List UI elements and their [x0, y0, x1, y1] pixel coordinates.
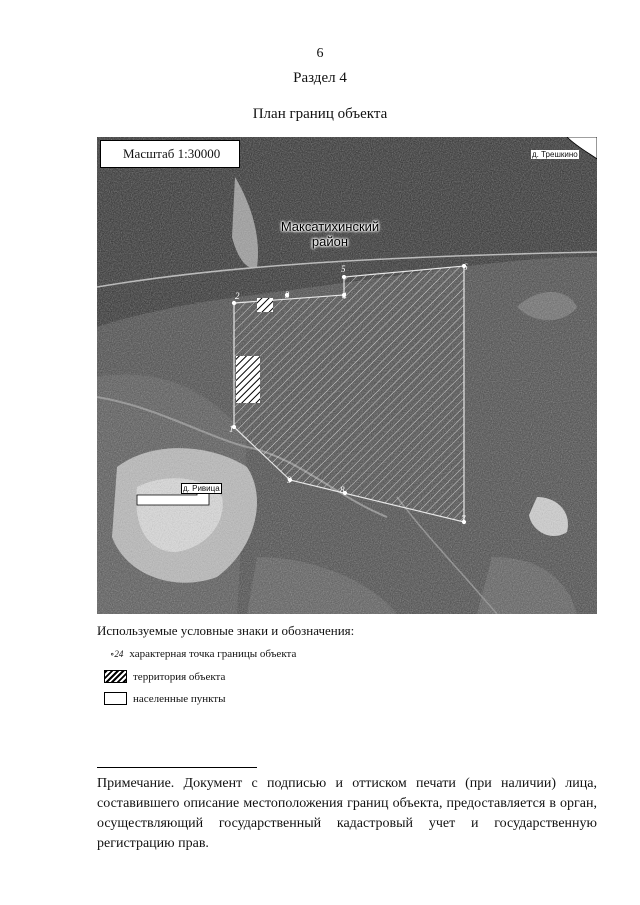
legend-point-symbol: 24 [114, 648, 124, 659]
point-label: 9 [287, 475, 292, 485]
point-label: 7 [461, 514, 466, 524]
section-title: Раздел 4 [293, 70, 347, 86]
page-number: 6 [316, 46, 324, 61]
boundary-point-icon: ∘24 [110, 648, 124, 659]
legend-settlement-label: населенные пункты [133, 692, 226, 705]
point-label: 5 [341, 264, 346, 274]
legend-title: Используемые условные знаки и обозначения: [97, 623, 355, 638]
legend-item-settlement [104, 692, 226, 705]
point-label: 4 [342, 291, 347, 301]
point-label: 3 [285, 290, 290, 300]
scale-label: Масштаб 1:30000 [100, 140, 240, 168]
point-label: 1 [229, 424, 234, 434]
point-label: 2 [235, 291, 240, 301]
village-label: д. Трешкино [532, 150, 578, 159]
village-label: д. Ривица [183, 484, 220, 493]
point-label: 6 [463, 262, 468, 272]
hatch-swatch-icon [104, 670, 127, 683]
footnote-divider [97, 767, 257, 768]
legend-point-label: характерная точка границы объекта [129, 648, 297, 660]
legend-territory-label: территория объекта [133, 670, 226, 683]
empty-swatch-icon [104, 692, 127, 705]
plan-title: План границ объекта [252, 106, 388, 122]
district-label: Максатихинский район [280, 219, 380, 249]
boundary-point [232, 301, 235, 304]
boundary-point [342, 275, 345, 278]
footnote-note: Примечание. Документ с подписью и оттиском печати (при наличии) лица, составившего описание местоположения границ объекта, предоставляется в орган, осуществляющий государственный кадастровый учет и государственную регистрацию прав. [97, 776, 597, 851]
aerial-map [97, 137, 597, 614]
legend-item-territory [104, 670, 225, 683]
legend-item-point [104, 648, 296, 660]
hatched-block [236, 356, 260, 403]
point-label: 8 [340, 485, 345, 495]
hatched-block [257, 298, 273, 312]
map-canvas [97, 137, 597, 614]
